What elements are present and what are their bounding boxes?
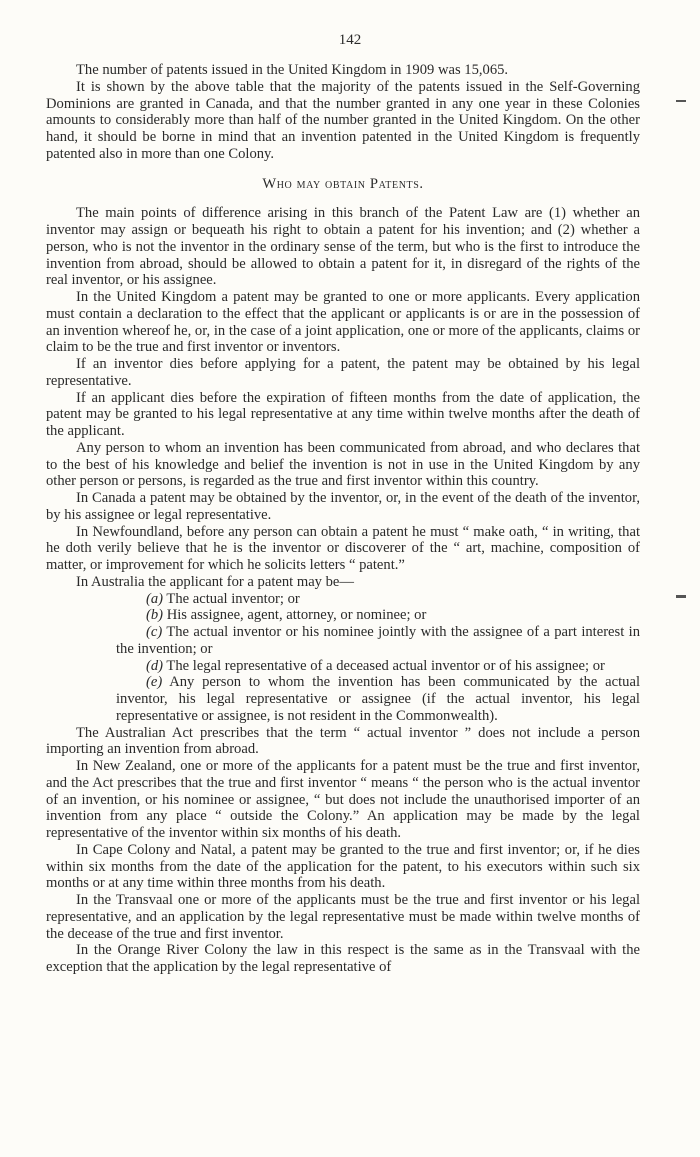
paragraph-dominions: It is shown by the above table that the majority of the patents issued in the Self-Governing Dominions are granted in Canada, and that the number granted in any one year in these Colonies amounts to considerably more than half of the number granted in the United Kingdom. On the other hand, it should be borne in mind that an invention patented in the United Kingdom is frequently patented also in more than one Colony. xyxy=(46,78,640,162)
paragraph-australian-act: The Australian Act prescribes that the term “ actual inventor ” does not include a person importing an invention from abroad. xyxy=(46,724,640,758)
list-text: The actual inventor or his nominee jointly with the assignee of a part interest in the invention; or xyxy=(116,624,640,657)
list-item xyxy=(46,624,640,658)
list-marker: (d) xyxy=(146,657,164,674)
margin-mark xyxy=(676,595,686,598)
paragraph-inventor-dies: If an inventor dies before applying for a patent, the patent may be obtained by his legal representative. xyxy=(46,356,640,389)
page-number: 142 xyxy=(338,32,362,48)
list-item xyxy=(46,674,640,724)
paragraph-applicant-dies: If an applicant dies before the expiration of fifteen months from the date of application, the patent may be granted to his legal representative at any time within twelve months after the death of the applicant. xyxy=(46,389,640,439)
margin-mark xyxy=(676,100,686,102)
list-text: Any person to whom the invention has been communicated by the actual inventor, his legal representative or assignee (if the actual inventor, his legal representative or assignee, is not resident in the Commonwealth). xyxy=(116,674,641,724)
document-body xyxy=(46,62,640,976)
list-marker: (e) xyxy=(146,674,163,691)
list-item xyxy=(46,591,640,608)
paragraph-transvaal: In the Transvaal one or more of the applicants must be the true and first inventor or his legal representative, and an application by the legal representative must be made within twelve months of the decease of the true and first inventor. xyxy=(46,892,640,942)
list-text: His assignee, agent, attorney, or nominee; or xyxy=(166,607,427,624)
paragraph-main-points: The main points of difference arising in this branch of the Patent Law are (1) whether an inventor may assign or bequeath his right to obtain a patent for his invention; and (2) whether a person, who is not the inventor in the ordinary sense of the term, but who is the first to introduce the invention from abroad, should be allowed to obtain a patent for it, in disregard of the rights of the real inventor, or his assignee. xyxy=(46,205,640,289)
australia-list xyxy=(46,591,640,725)
list-marker: (b) xyxy=(146,607,164,624)
paragraph-newfoundland: In Newfoundland, before any person can obtain a patent he must “ make oath, “ in writing, that he doth verily believe that he is the inventor or discoverer of the “ art, machine, composition of matter, or improvement for which he solicits letters “ patent.” xyxy=(46,523,640,573)
paragraph-new-zealand: In New Zealand, one or more of the applicants for a patent must be the true and first inventor, and the Act prescribes that the true and first inventor “ means “ the person who is the actual inventor of an invention, or his nominee or assignee, “ but does not include the unauthorised importer of an invention from any place “ outside the Colony.” An application may be made by the legal representative of the inventor within six months of his death. xyxy=(46,758,640,841)
list-text: The actual inventor; or xyxy=(166,590,300,607)
paragraph-cape-natal: In Cape Colony and Natal, a patent may be granted to the true and first inventor; or, if he dies within six months from the date of the application for the patent, to his executors within such six months or at any time within three months from his death. xyxy=(46,841,640,892)
list-item xyxy=(46,658,640,675)
paragraph-united-kingdom: In the United Kingdom a patent may be granted to one or more applicants. Every application must contain a declaration to the effect that the applicant or applicants is or are in the possession of an invention whereof he, or, in the case of a joint application, one or more of the applicants, claims or claim to be the true and first inventor or inventors. xyxy=(46,289,640,356)
section-heading: Who may obtain Patents. xyxy=(262,175,424,192)
paragraph-australia: In Australia the applicant for a patent may be— xyxy=(76,573,354,590)
paragraph-canada: In Canada a patent may be obtained by the inventor, or, in the event of the death of the inventor, by his assignee or legal representative. xyxy=(46,490,640,523)
list-item xyxy=(46,607,640,624)
paragraph-communicated-abroad: Any person to whom an invention has been communicated from abroad, and who declares that to the best of his knowledge and belief the invention is not in use in the United Kingdom by any other person or persons, is regarded as the true and first inventor within this country. xyxy=(46,439,640,490)
paragraph-orange-river: In the Orange River Colony the law in this respect is the same as in the Transvaal with the exception that the application by the legal representative of xyxy=(46,942,640,975)
list-marker: (a) xyxy=(146,590,164,607)
list-text: The legal representative of a deceased actual inventor or of his assignee; or xyxy=(166,657,605,674)
list-marker: (c) xyxy=(146,624,163,640)
paragraph-patent-count: The number of patents issued in the United Kingdom in 1909 was 15,065. xyxy=(76,62,509,78)
